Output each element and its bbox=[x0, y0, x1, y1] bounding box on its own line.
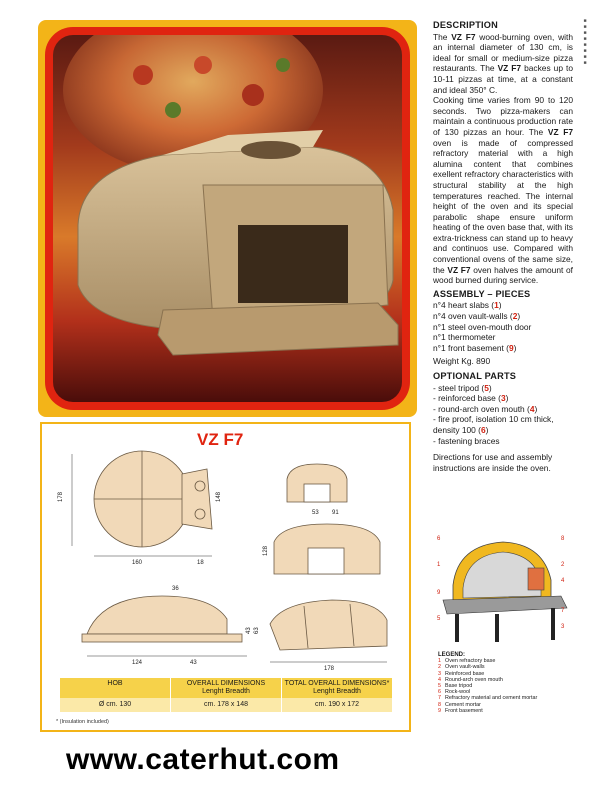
dim-head bbox=[60, 678, 170, 698]
cutaway-label: 5 bbox=[437, 616, 441, 622]
description-column bbox=[433, 20, 573, 473]
assembly-item bbox=[433, 311, 573, 322]
item-text: - reinforced base ( bbox=[433, 393, 501, 404]
legend-text: Oven refractory base bbox=[445, 658, 496, 665]
assembly-heading: ASSEMBLY – PIECES bbox=[433, 288, 531, 299]
cutaway-leg bbox=[495, 614, 499, 642]
oven-hearth-shelf bbox=[158, 303, 398, 355]
item-text: n°1 front basement ( bbox=[433, 342, 509, 353]
dim-head bbox=[282, 678, 392, 698]
hero-image-frame bbox=[38, 20, 417, 417]
drawing-title: VZ F7 bbox=[197, 430, 244, 449]
item-text: n°1 steel oven-mouth door bbox=[433, 321, 532, 332]
dim-head-text: OVERALL DIMENSIONS bbox=[186, 680, 266, 687]
cutaway-label: 3 bbox=[561, 624, 565, 630]
cutaway-label: 8 bbox=[561, 536, 565, 542]
dim-label: 178 bbox=[324, 666, 335, 672]
dim-head-text: TOTAL OVERALL DIMENSIONS* bbox=[284, 680, 390, 687]
dim-value: cm. 178 x 148 bbox=[171, 698, 281, 712]
legend-text: Refractory material and cement mortar bbox=[445, 695, 538, 702]
dim-value: cm. 190 x 172 bbox=[282, 698, 392, 712]
legend-number: 9 bbox=[438, 707, 441, 714]
legend-number: 5 bbox=[438, 683, 441, 690]
optional-list bbox=[433, 383, 573, 447]
optional-item bbox=[433, 404, 573, 415]
legend-number: 2 bbox=[438, 664, 441, 671]
item-number: 3 bbox=[500, 393, 506, 404]
cutaway-label: 2 bbox=[561, 562, 565, 568]
plan-view-vent bbox=[195, 481, 205, 491]
pizza-topping bbox=[242, 84, 264, 106]
text-run: oven halves the amount of wood burned during service. bbox=[433, 264, 573, 286]
legend-item bbox=[438, 708, 573, 714]
description-heading: DESCRIPTION bbox=[433, 20, 498, 30]
item-end: ) bbox=[534, 403, 538, 414]
item-text: n°4 oven vault-walls ( bbox=[433, 311, 513, 322]
description-paragraph-1 bbox=[433, 32, 573, 96]
item-text: - fire proof, isolation 10 cm thick, density 100 ( bbox=[433, 414, 554, 435]
plan-view-vent bbox=[195, 509, 205, 519]
model-name: VZ F7 bbox=[547, 126, 573, 137]
legend-text: Rock-wool bbox=[445, 689, 471, 696]
oven-cutaway-diagram bbox=[433, 530, 573, 645]
item-text: n°4 heart slabs ( bbox=[433, 300, 495, 311]
website-url[interactable]: www.caterhut.com bbox=[66, 743, 340, 776]
item-text: n°1 thermometer bbox=[433, 332, 496, 343]
model-name: VZ F7 bbox=[447, 264, 471, 275]
dim-value: Ø cm. 130 bbox=[60, 698, 170, 712]
insulation-note: * (Insulation included) bbox=[56, 719, 109, 725]
legend-text: Reinforced base bbox=[445, 670, 485, 677]
item-number: 1 bbox=[494, 300, 499, 311]
assembly-item bbox=[433, 300, 573, 311]
cutaway-leg bbox=[455, 614, 459, 642]
text-run: Cooking time varies from 90 to 120 seconds. Two pizza-makers can maintain a continuous production rate of 130 pizzas an hour. The bbox=[433, 95, 573, 137]
legend-number: 7 bbox=[438, 695, 441, 702]
item-end: ) bbox=[513, 342, 517, 353]
dimensions-table bbox=[60, 678, 392, 712]
dim-label: 36 bbox=[172, 586, 179, 592]
assembly-item bbox=[433, 332, 573, 343]
model-name: VZ F7 bbox=[497, 63, 522, 74]
dim-label: 53 bbox=[312, 510, 319, 516]
dim-col-total bbox=[282, 678, 392, 712]
item-end: ) bbox=[505, 393, 509, 404]
legend-text: Round-arch oven mouth bbox=[445, 676, 503, 683]
technical-drawings bbox=[42, 424, 409, 676]
cutaway-leg bbox=[551, 608, 555, 640]
assembly-item bbox=[433, 322, 573, 333]
cutaway-mouth bbox=[528, 568, 544, 590]
text-run: wood-burning oven, with an internal diameter of 130 cm, is ideal for small or medium-size pizza restaurants. The bbox=[433, 31, 573, 74]
legend-text: Base tripod bbox=[445, 683, 473, 690]
oven-photo bbox=[53, 35, 402, 402]
assembly-item bbox=[433, 343, 573, 354]
legend-number: 1 bbox=[438, 658, 441, 665]
dim-label: 18 bbox=[197, 560, 204, 566]
optional-item bbox=[433, 383, 573, 394]
hero-red-border bbox=[45, 27, 410, 410]
dim-label: 91 bbox=[332, 510, 339, 516]
legend-number: 3 bbox=[438, 670, 441, 677]
dim-label: 63 bbox=[254, 627, 260, 634]
pizza-topping bbox=[133, 65, 153, 85]
item-number: 5 bbox=[484, 382, 489, 393]
perspective-view bbox=[270, 600, 387, 650]
item-number: 9 bbox=[508, 342, 514, 353]
item-text: - steel tripod ( bbox=[433, 382, 485, 393]
legend-heading: LEGEND: bbox=[438, 652, 465, 658]
dim-label: 43 bbox=[190, 660, 197, 666]
dim-label: 148 bbox=[216, 491, 222, 502]
optional-item bbox=[433, 414, 573, 435]
legend-number: 8 bbox=[438, 701, 441, 708]
assembly-list bbox=[433, 300, 573, 353]
optional-item bbox=[433, 436, 573, 447]
weight: Weight Kg. 890 bbox=[433, 356, 491, 367]
item-text: - round-arch oven mouth ( bbox=[433, 403, 530, 414]
oven-illustration bbox=[53, 35, 402, 402]
text-run: oven is made of compressed refractory material with a high alumina content that combines exellent refractory characteristics with structural stability at the high temperatures reached. The internal height of the oven and its special parabolic shape ensure uniform heating of the oven base that, with its extra-trickness can stand up to heavy and continuos use. Compared with conventional ovens of the same size, the bbox=[433, 137, 573, 275]
dim-label: 160 bbox=[132, 560, 143, 566]
dim-label: 124 bbox=[132, 660, 143, 666]
cutaway-label: 6 bbox=[437, 536, 441, 542]
oven-mouth bbox=[238, 225, 348, 303]
item-number: 4 bbox=[529, 403, 535, 414]
item-end: ) bbox=[517, 311, 521, 322]
item-end: ) bbox=[488, 382, 492, 393]
plan-view-mouth bbox=[182, 469, 212, 529]
text-run: The bbox=[433, 31, 452, 42]
side-view bbox=[87, 596, 227, 634]
item-text: - fastening braces bbox=[433, 435, 500, 446]
cutaway-label: 4 bbox=[561, 578, 565, 584]
item-end: ) bbox=[498, 300, 502, 311]
directions-note: Directions for use and assembly instructions are inside the oven. bbox=[433, 452, 553, 473]
legend-text: Cement mortar bbox=[445, 701, 481, 708]
dim-head-sub: Lenght Breadth bbox=[202, 688, 250, 695]
dim-label: 128 bbox=[263, 545, 269, 556]
cutaway-label: 1 bbox=[437, 562, 441, 568]
dim-head-sub: Lenght Breadth bbox=[313, 688, 361, 695]
side-view-base bbox=[82, 634, 242, 642]
legend-number: 6 bbox=[438, 689, 441, 696]
pizza-topping bbox=[194, 56, 212, 74]
dim-label: 178 bbox=[58, 491, 64, 502]
oven-flue-hole bbox=[241, 141, 301, 159]
front-view-small-mouth bbox=[304, 484, 330, 502]
dim-col-hob bbox=[60, 678, 171, 712]
legend-text: Oven vault-walls bbox=[445, 664, 485, 671]
description-paragraph-2 bbox=[433, 95, 573, 286]
item-number: 2 bbox=[512, 311, 518, 322]
cutaway-label: 7 bbox=[561, 608, 565, 614]
pizza-topping bbox=[165, 102, 181, 118]
front-view-large-mouth bbox=[308, 548, 344, 574]
catalog-code: ■■■■■■■■ bbox=[582, 18, 588, 66]
dim-head-text: HOB bbox=[107, 680, 123, 687]
text-run: backes up to 10-11 pizzas at time, at a constant and ideal 350° C. bbox=[433, 63, 573, 95]
optional-heading: OPTIONAL PARTS bbox=[433, 371, 517, 381]
legend-number: 4 bbox=[438, 676, 441, 683]
model-name: VZ F7 bbox=[451, 31, 476, 42]
legend-text: Front basement bbox=[445, 707, 483, 714]
cutaway-legend bbox=[438, 652, 573, 714]
item-end: ) bbox=[485, 424, 489, 435]
pizza-topping bbox=[276, 58, 290, 72]
cutaway-label: 9 bbox=[437, 590, 441, 596]
dim-head bbox=[171, 678, 281, 698]
dim-label: 43 bbox=[246, 627, 252, 634]
optional-item bbox=[433, 393, 573, 404]
item-number: 6 bbox=[480, 424, 486, 435]
dim-col-overall bbox=[171, 678, 282, 712]
technical-drawing-box bbox=[40, 422, 411, 732]
